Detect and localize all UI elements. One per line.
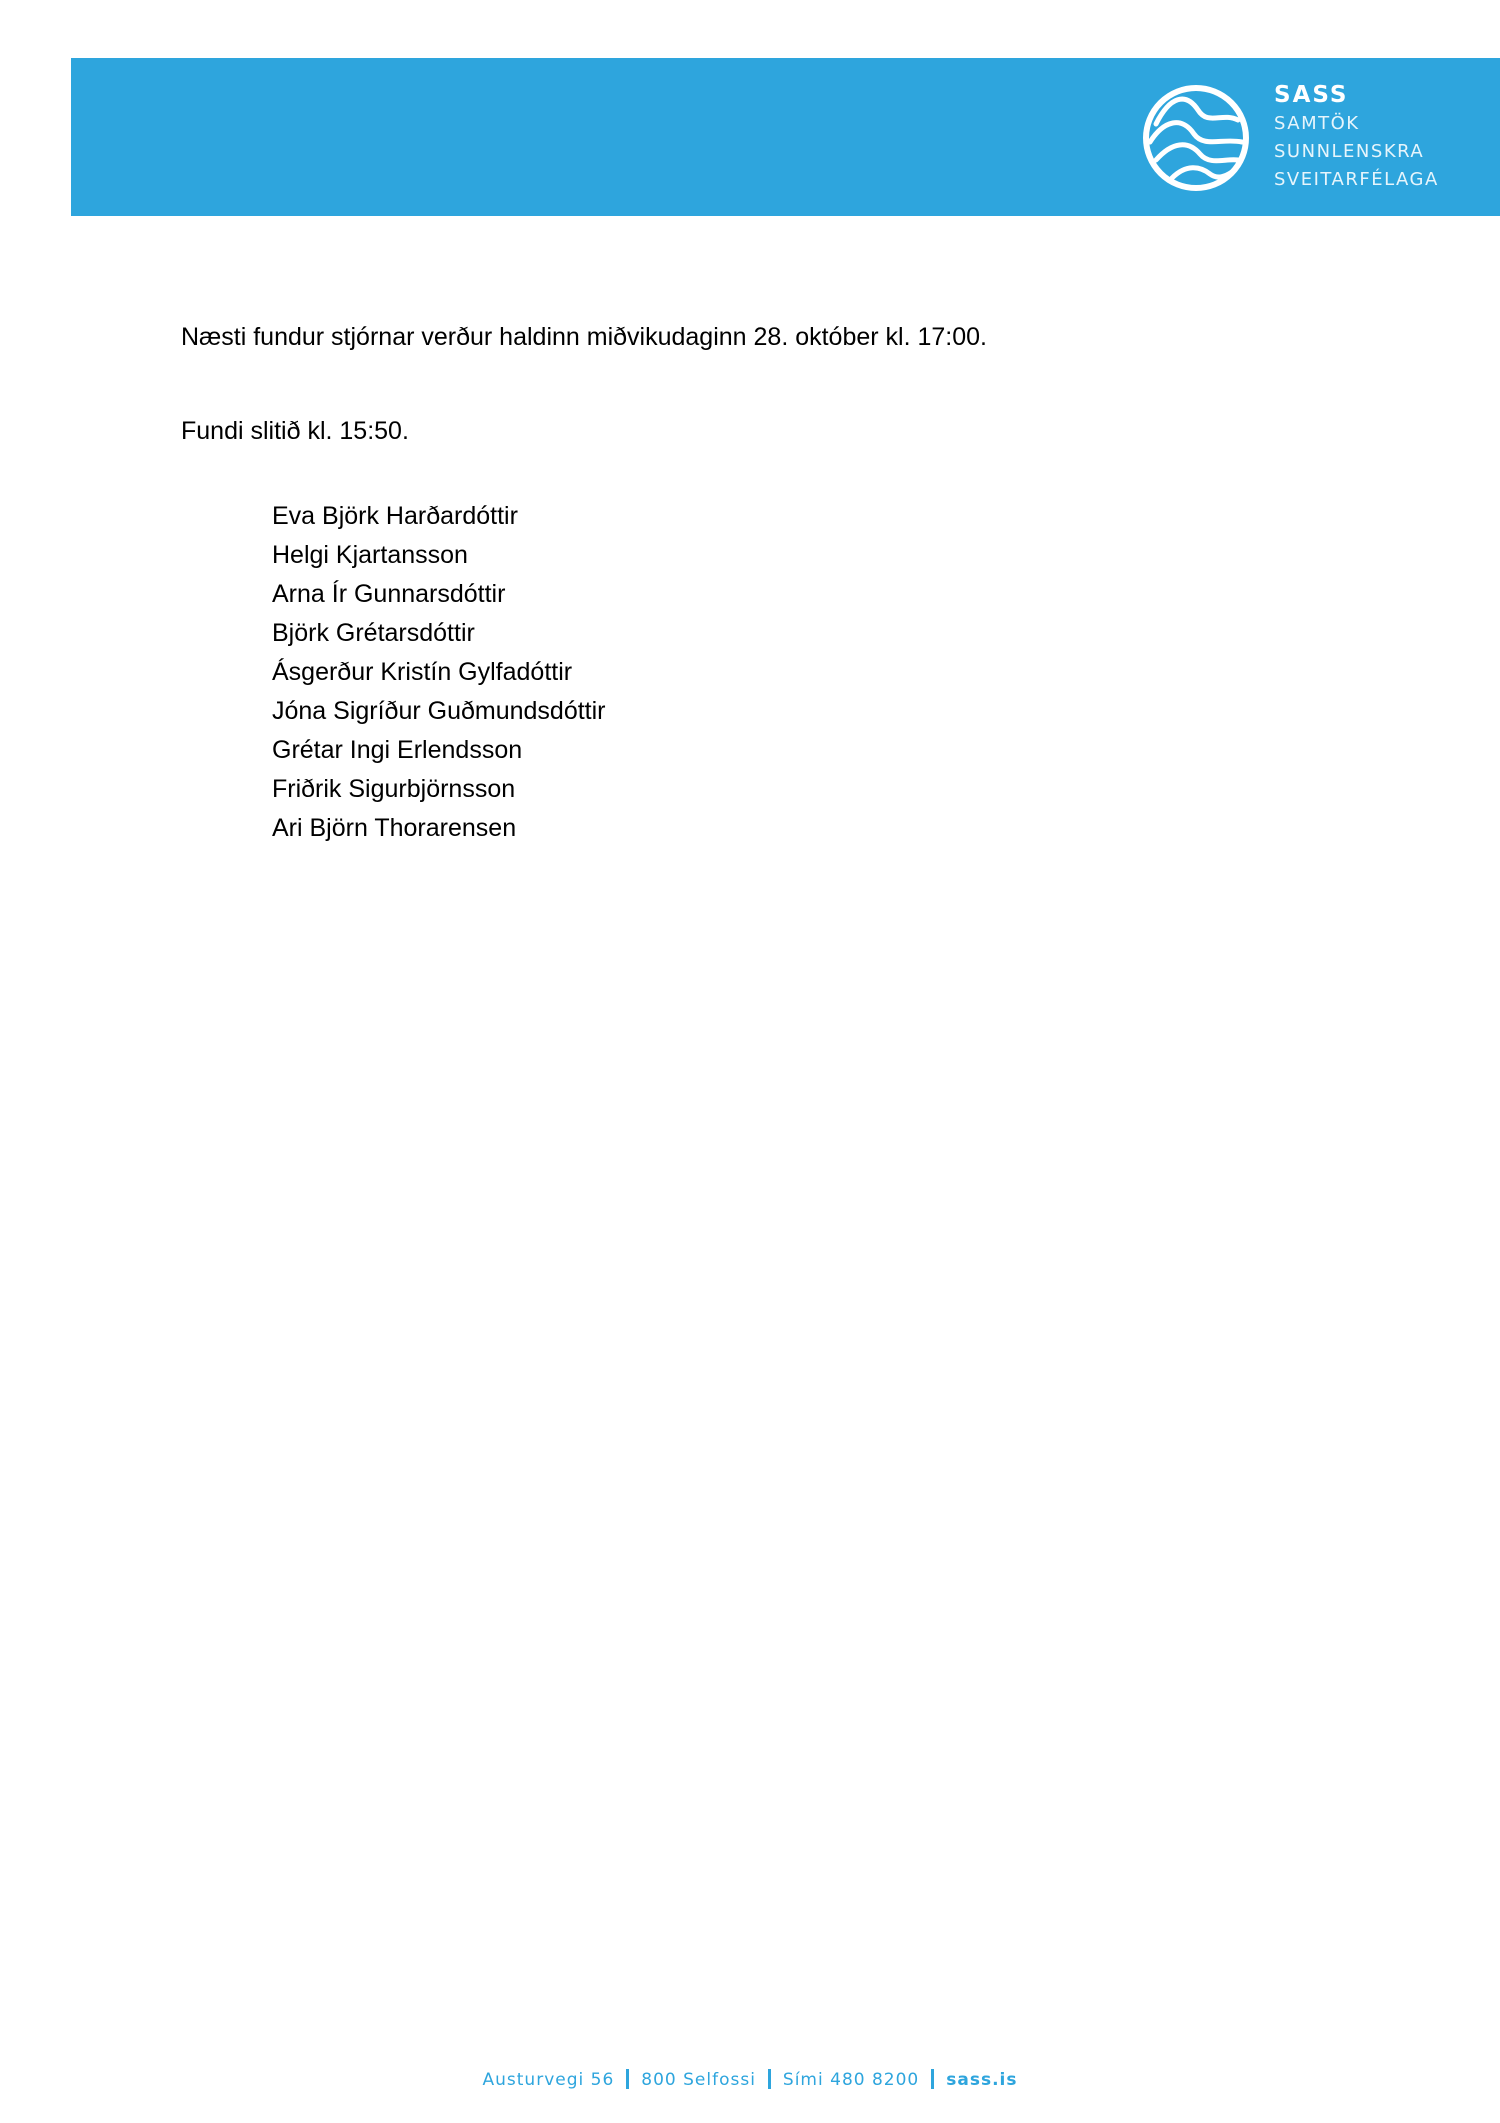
next-meeting-text: Næsti fundur stjórnar verður haldinn miðvikudaginn 28. október kl. 17:00.	[181, 323, 987, 351]
footer-separator	[626, 2069, 629, 2089]
signatory-name: Arna Ír Gunnarsdóttir	[272, 580, 506, 608]
signatory-name: Björk Grétarsdóttir	[272, 619, 475, 647]
footer-separator	[931, 2069, 934, 2089]
logo-name-line-1: SAMTÖK	[1274, 113, 1360, 134]
sass-wave-circle-icon	[1142, 84, 1250, 192]
closing-text: Fundi slitið kl. 15:50.	[181, 417, 409, 445]
footer-separator	[768, 2069, 771, 2089]
logo-name-line-3: SVEITARFÉLAGA	[1274, 169, 1439, 190]
signatory-name: Grétar Ingi Erlendsson	[272, 736, 523, 764]
footer-contact	[0, 2069, 1500, 2090]
footer-phone: Sími 480 8200	[782, 2070, 920, 2090]
logo-name-line-2: SUNNLENSKRA	[1274, 141, 1425, 162]
signatory-name: Ari Björn Thorarensen	[272, 814, 517, 842]
signatory-list	[272, 497, 606, 848]
signatory-name: Friðrik Sigurbjörnsson	[272, 775, 516, 803]
footer-website-link[interactable]: sass.is	[946, 2070, 1018, 2090]
signatory-name: Jóna Sigríður Guðmundsdóttir	[272, 697, 606, 725]
logo-acronym: SASS	[1274, 82, 1349, 108]
footer-postcode: 800 Selfossi	[641, 2070, 756, 2090]
signatory-name: Helgi Kjartansson	[272, 541, 468, 569]
signatory-name: Ásgerður Kristín Gylfadóttir	[272, 658, 573, 686]
signatory-name: Eva Björk Harðardóttir	[272, 502, 518, 530]
footer-address: Austurvegi 56	[482, 2070, 615, 2090]
logo-wordmark	[1274, 80, 1439, 194]
